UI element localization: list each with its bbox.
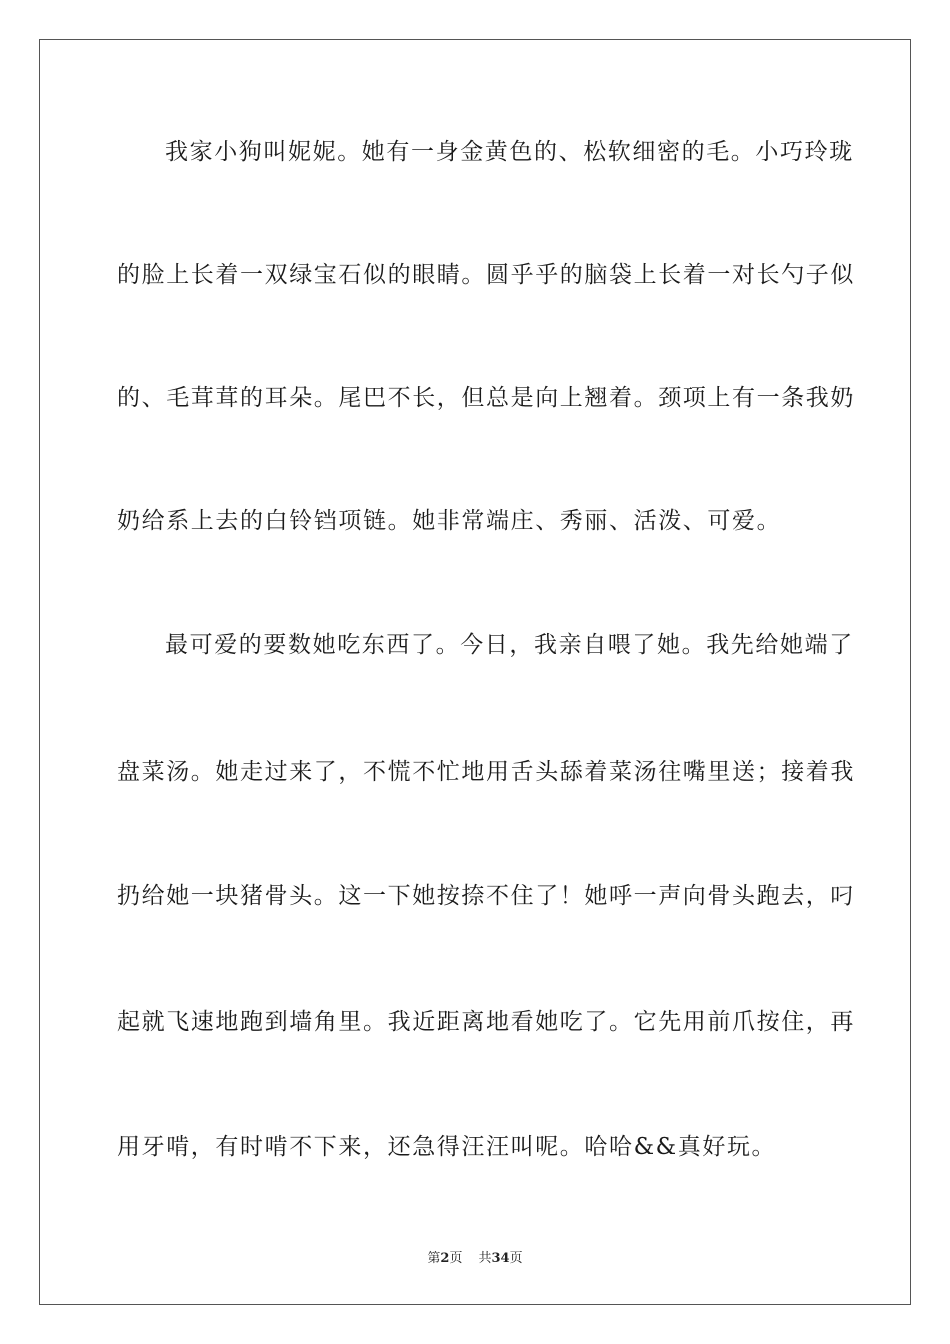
paragraph-1-line-2: 的脸上长着一双绿宝石似的眼睛。圆乎乎的脑袋上长着一对长勺子似 (117, 262, 855, 288)
page-border (39, 39, 911, 1305)
paragraph-2-line-5: 用牙啃，有时啃不下来，还急得汪汪叫呢。哈哈&&真好玩。 (117, 1134, 777, 1160)
page-prefix: 第 (427, 1251, 441, 1266)
paragraph-2-line-3: 扔给她一块猪骨头。这一下她按捺不住了！她呼一声向骨头跑去，叼 (117, 883, 855, 909)
paragraph-1-line-1: 我家小狗叫妮妮。她有一身金黄色的、松软细密的毛。小巧玲珑 (165, 139, 854, 165)
paragraph-2-line-4: 起就飞速地跑到墙角里。我近距离地看她吃了。它先用前爪按住，再 (117, 1009, 855, 1035)
paragraph-2-line-1: 最可爱的要数她吃东西了。今日，我亲自喂了她。我先给她端了 (165, 632, 854, 658)
paragraph-2-line-2: 盘菜汤。她走过来了，不慌不忙地用舌头舔着菜汤往嘴里送；接着我 (117, 759, 855, 785)
total-suffix: 页 (509, 1251, 523, 1266)
paragraph-1-line-4: 奶给系上去的白铃铛项链。她非常端庄、秀丽、活泼、可爱。 (117, 508, 782, 534)
page-suffix: 页 (449, 1251, 463, 1266)
total-pages: 34 (491, 1251, 510, 1266)
total-prefix: 共 (478, 1251, 492, 1266)
page-footer (0, 1247, 950, 1266)
paragraph-1-line-3: 的、毛茸茸的耳朵。尾巴不长，但总是向上翘着。颈项上有一条我奶 (117, 385, 855, 411)
page-number: 2 (440, 1251, 450, 1266)
